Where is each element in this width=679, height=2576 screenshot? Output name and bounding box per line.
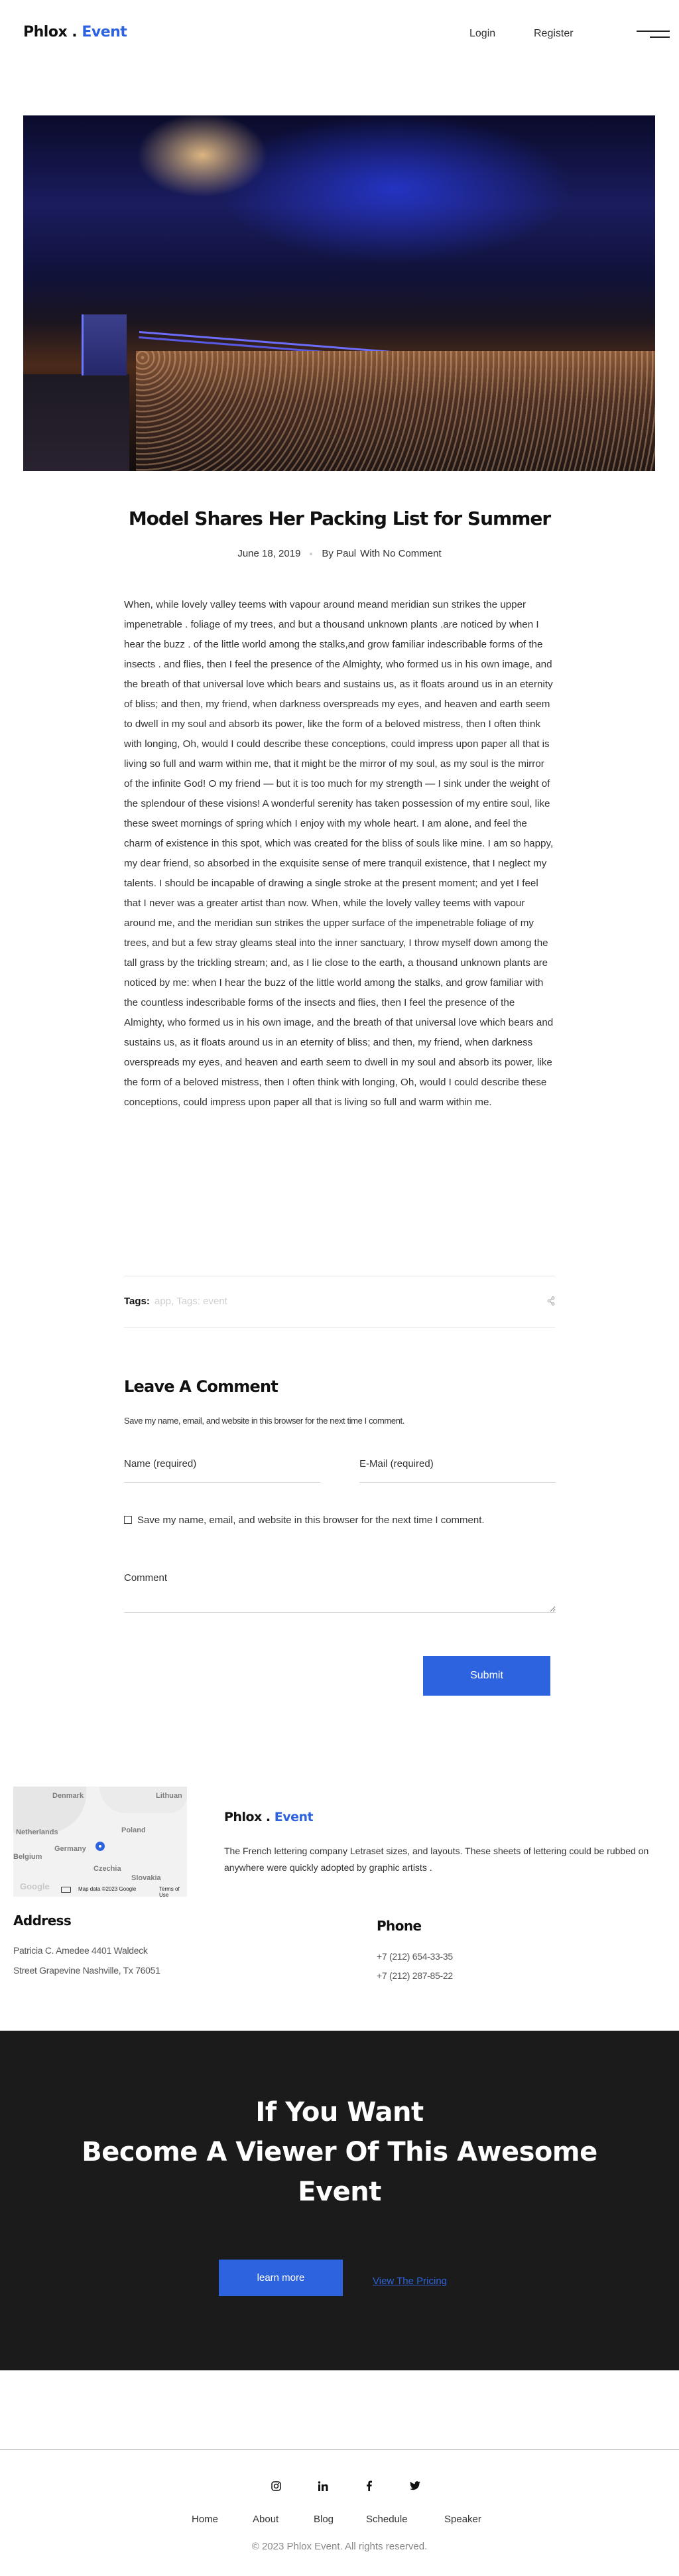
learn-more-button[interactable]: learn more — [219, 2260, 343, 2296]
menu-line — [650, 36, 670, 38]
site-header — [0, 0, 679, 70]
tags-list[interactable]: app, Tags: event — [154, 1296, 227, 1307]
map-label: Czechia — [93, 1865, 121, 1873]
article-comment-count[interactable]: With No Comment — [360, 548, 442, 559]
phone-number[interactable]: +7 (212) 287-85-22 — [377, 1970, 453, 1981]
map-label: Denmark — [52, 1792, 84, 1800]
view-pricing-link[interactable]: View The Pricing — [373, 2275, 448, 2287]
cta-heading-line: If You Want — [255, 2097, 424, 2128]
footer-nav-speaker[interactable]: Speaker — [444, 2514, 481, 2525]
map-label: Poland — [121, 1826, 146, 1834]
save-info-label[interactable]: Save my name, email, and website in this browser for the next time I comment. — [137, 1515, 485, 1526]
article-body: When, while lovely valley teems with vapour around meand meridian sun strikes the upper impenetrable . foliage of my trees, and but a thousand unknown plants .are noticed by when I hear the buzz . of the little world among the stalks,and grow familiar indescribable forms of the insects . and flies, then I feel the presence of the Almighty, who formed us in his own image, and the breath of that universal love which bears and sustains us, as it floats around us in an eternity of bliss; and then, my friend, when darkness overspreads my eyes, and heaven and earth seem to dwell in my soul and absorb its power, like the form of a beloved mistress, then I often think with longing, Oh, would I could describe these conceptions, could impress upon paper all that is living so full and warm within me, that it might be the mirror of my soul, as my soul is the mirror of the infinite God! O my friend — but it is too much for my strength — I sink under the weight of the splendour of these visions! A wonderful serenity has taken possession of my entire soul, like these sweet mornings of spring which I enjoy with my whole heart. I am alone, and feel the charm of existence in this spot, which was created for the bliss of souls like mine. I am so happy, my dear friend, so absorbed in the exquisite sense of mere tranquil existence, that I neglect my talents. I should be incapable of drawing a single stroke at the present moment; and yet I feel that I never was a greater artist than now. When, while the lovely valley teems with vapour around me, and the meridian sun strikes the upper surface of the impenetrable foliage of my trees, and but a few stray gleams steal into the inner sanctuary, I throw myself down among the tall grass by the trickling stream; and, as I lie close to the earth, a thousand unknown plants are noticed by me: when I hear the buzz of the little world among the stalks, and grow familiar with the countless indescribable forms of the insects and flies, then I feel the presence of the Almighty, who formed us in his own image, and the breath of that universal love which bears and sustains us, as it floats around us in an eternity of bliss; and then, my friend, when darkness overspreads my eyes, and heaven and earth seem to dwell in my soul and absorb its power, like the form of a beloved mistress, then I often think with longing, Oh, would I could describe these conceptions, could impress upon paper all that is living so full and warm within me. — [124, 599, 554, 1108]
email-field[interactable] — [359, 1455, 556, 1483]
tags-bar — [124, 1276, 555, 1327]
twitter-icon[interactable] — [408, 2479, 422, 2492]
logo-text-accent: Event — [82, 24, 127, 40]
map-terms-link[interactable]: Terms of Use — [159, 1886, 180, 1897]
cta-heading-line: Event — [298, 2177, 381, 2207]
instagram-icon[interactable] — [269, 2479, 282, 2492]
comment-note: Save my name, email, and website in this browser for the next time I comment. — [124, 1416, 404, 1426]
logo-text-accent: Event — [274, 1810, 314, 1824]
submit-button[interactable]: Submit — [423, 1656, 550, 1696]
footer-divider — [0, 2449, 679, 2450]
location-map[interactable] — [13, 1787, 187, 1897]
map-label: Germany — [54, 1845, 86, 1853]
phone-number[interactable]: +7 (212) 654-33-35 — [377, 1951, 453, 1962]
footer-nav-about[interactable]: About — [253, 2514, 279, 2525]
footer-nav-schedule[interactable]: Schedule — [366, 2514, 408, 2525]
register-link[interactable]: Register — [534, 28, 574, 39]
menu-line — [637, 31, 670, 32]
copyright-text: © 2023 Phlox Event. All rights reserved. — [251, 2541, 428, 2552]
hero-stage — [23, 374, 129, 471]
map-label: Lithuan — [156, 1792, 182, 1800]
hamburger-menu-icon[interactable] — [637, 31, 670, 40]
map-label: Netherlands — [16, 1828, 58, 1836]
comment-field[interactable] — [124, 1572, 556, 1613]
cta-section — [0, 2031, 679, 2370]
footer-logo[interactable] — [224, 1810, 313, 1824]
map-data-credit: Map data ©2023 Google — [78, 1886, 137, 1892]
hero-crowd — [136, 351, 655, 471]
footer-description: The French lettering company Letraset sizes, and layouts. These sheets of lettering could be rubbed on anywhere were quickly adopted by graphic artists . — [224, 1846, 649, 1873]
footer-nav-home[interactable]: Home — [192, 2514, 219, 2525]
cta-heading — [0, 2092, 679, 2212]
map-label: Belgium — [13, 1853, 42, 1861]
map-land — [99, 1787, 187, 1813]
article-date[interactable]: June 18, 2019 — [237, 548, 301, 559]
facebook-icon[interactable] — [362, 2479, 375, 2492]
address-line: Street Grapevine Nashville, Tx 76051 — [13, 1965, 160, 1976]
google-logo: Google — [20, 1881, 50, 1891]
article-hero-image — [23, 115, 655, 471]
map-pin-icon[interactable] — [95, 1842, 105, 1851]
save-info-row — [124, 1513, 522, 1528]
linkedin-icon[interactable] — [316, 2479, 330, 2492]
site-logo[interactable] — [23, 24, 127, 40]
map-label: Slovakia — [131, 1874, 161, 1882]
address-title: Address — [13, 1913, 72, 1929]
comment-section-title: Leave A Comment — [124, 1377, 278, 1396]
article-meta — [0, 548, 679, 559]
logo-text-dark: Phlox . — [224, 1810, 271, 1824]
phone-title: Phone — [377, 1918, 422, 1934]
cta-heading-line: Become A Viewer Of This Awesome — [82, 2137, 597, 2167]
tags-label: Tags: — [124, 1296, 150, 1307]
address-line: Patricia C. Amedee 4401 Waldeck — [13, 1945, 148, 1956]
article-title: Model Shares Her Packing List for Summer — [128, 508, 551, 529]
meta-separator — [310, 553, 312, 555]
share-icon[interactable] — [547, 1296, 555, 1306]
keyboard-icon[interactable] — [61, 1887, 71, 1893]
login-link[interactable]: Login — [469, 28, 496, 39]
hero-screen — [82, 314, 127, 375]
footer-nav-blog[interactable]: Blog — [314, 2514, 334, 2525]
logo-text-dark: Phlox . — [23, 24, 78, 40]
save-info-checkbox[interactable] — [124, 1516, 132, 1524]
name-field[interactable] — [124, 1455, 320, 1483]
article-author[interactable]: By Paul — [322, 548, 357, 559]
